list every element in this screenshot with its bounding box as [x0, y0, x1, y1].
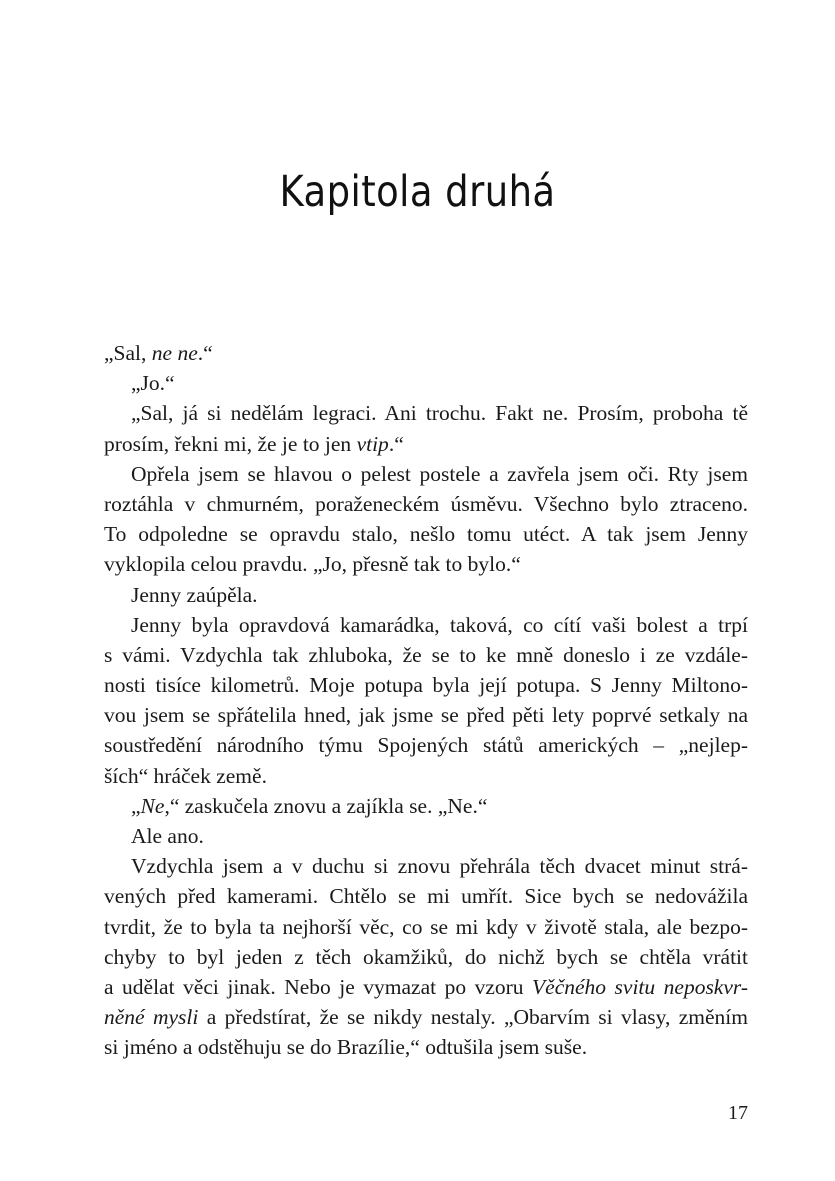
text-line: [104, 610, 748, 640]
text-segment: roztáhla v chmurném, poraženeckém úsměvu. Všechno bylo ztraceno.: [104, 491, 748, 516]
text-line: [104, 429, 748, 459]
text-line: [104, 821, 748, 851]
text-line: [104, 761, 748, 791]
text-line: [104, 398, 748, 428]
italic-text: Věčného svitu neposkvr-: [532, 974, 748, 999]
text-segment: „Jo.“: [131, 371, 175, 396]
text-line: [104, 459, 748, 489]
text-line: [104, 791, 748, 821]
text-line: [104, 519, 748, 549]
text-line: [104, 368, 748, 398]
text-segment: „: [131, 793, 141, 818]
text-segment: .“: [388, 431, 404, 456]
text-segment: s vámi. Vzdychla tak zhluboka, že se to ke mně doneslo i ze vzdále-: [104, 642, 748, 667]
text-line: [104, 549, 748, 579]
text-line: [104, 700, 748, 730]
text-segment: .“: [197, 341, 213, 365]
text-segment: Opřela jsem se hlavou o pelest postele a zavřela jsem oči. Rty jsem: [131, 461, 748, 486]
text-segment: chyby to byl jeden z těch okamžiků, do nichž bych se chtěla vrátit: [104, 944, 748, 969]
text-segment: „Sal, já si nedělám legraci. Ani trochu. Fakt ne. Prosím, proboha tě: [131, 401, 748, 426]
text-segment: ších“ hráček země.: [104, 763, 267, 788]
text-line: [104, 942, 748, 972]
text-line: [104, 640, 748, 670]
italic-text: něné mysli: [104, 1005, 199, 1030]
text-segment: Vzdychla jsem a v duchu si znovu přehrála těch dvacet minut strá-: [131, 854, 748, 879]
text-segment: prosím, řekni mi, že je to jen: [104, 431, 357, 456]
italic-text: vtip: [356, 431, 389, 456]
text-line: [104, 489, 748, 519]
page-number: 17: [728, 1102, 748, 1124]
chapter-title: Kapitola druhá: [279, 167, 556, 217]
text-segment: a udělat věci jinak. Nebo je vymazat po vzoru: [104, 974, 533, 999]
text-line: [104, 338, 748, 368]
text-segment: soustředění národního týmu Spojených států amerických – „nejlep-: [104, 733, 748, 758]
text-segment: „Sal,: [104, 341, 152, 365]
text-line: [104, 851, 748, 881]
text-segment: si jméno a odstěhuju se do Brazílie,“ odtušila jsem suše.: [104, 1035, 588, 1060]
text-segment: vou jsem se spřátelila hned, jak jsme se před pěti lety poprvé setkaly na: [104, 703, 748, 728]
text-line: [104, 730, 748, 760]
italic-text: Ne: [140, 793, 165, 818]
text-segment: vyklopila celou pravdu. „Jo, přesně tak to bylo.“: [104, 552, 521, 577]
text-segment: vených před kamerami. Chtělo se mi umřít. Sice bych se nedovážila: [104, 884, 748, 909]
text-segment: Jenny zaúpěla.: [131, 582, 258, 607]
text-segment: nosti tisíce kilometrů. Moje potupa byla její potupa. S Jenny Miltono-: [104, 673, 748, 698]
text-line: [104, 670, 748, 700]
text-segment: a předstírat, že se nikdy nestaly. „Obarvím si vlasy, změním: [198, 1005, 748, 1030]
text-line: [104, 1002, 748, 1032]
italic-text: ne ne: [151, 341, 198, 365]
text-segment: tvrdit, že to byla ta nejhorší věc, co se mi kdy v životě stala, ale bezpo-: [104, 914, 748, 939]
text-line: [104, 912, 748, 942]
text-segment: ,“ zaskučela znovu a zajíkla se. „Ne.“: [164, 793, 488, 818]
text-segment: Ale ano.: [131, 824, 204, 848]
text-line: [104, 972, 748, 1002]
text-line: [104, 580, 748, 610]
chapter-body-text: [104, 338, 748, 1063]
text-line: [104, 881, 748, 911]
text-line: [104, 1032, 748, 1062]
text-segment: Jenny byla opravdová kamarádka, taková, co cítí vaši bolest a trpí: [131, 612, 748, 637]
text-segment: To odpoledne se opravdu stalo, nešlo tomu utéct. A tak jsem Jenny: [104, 522, 748, 547]
